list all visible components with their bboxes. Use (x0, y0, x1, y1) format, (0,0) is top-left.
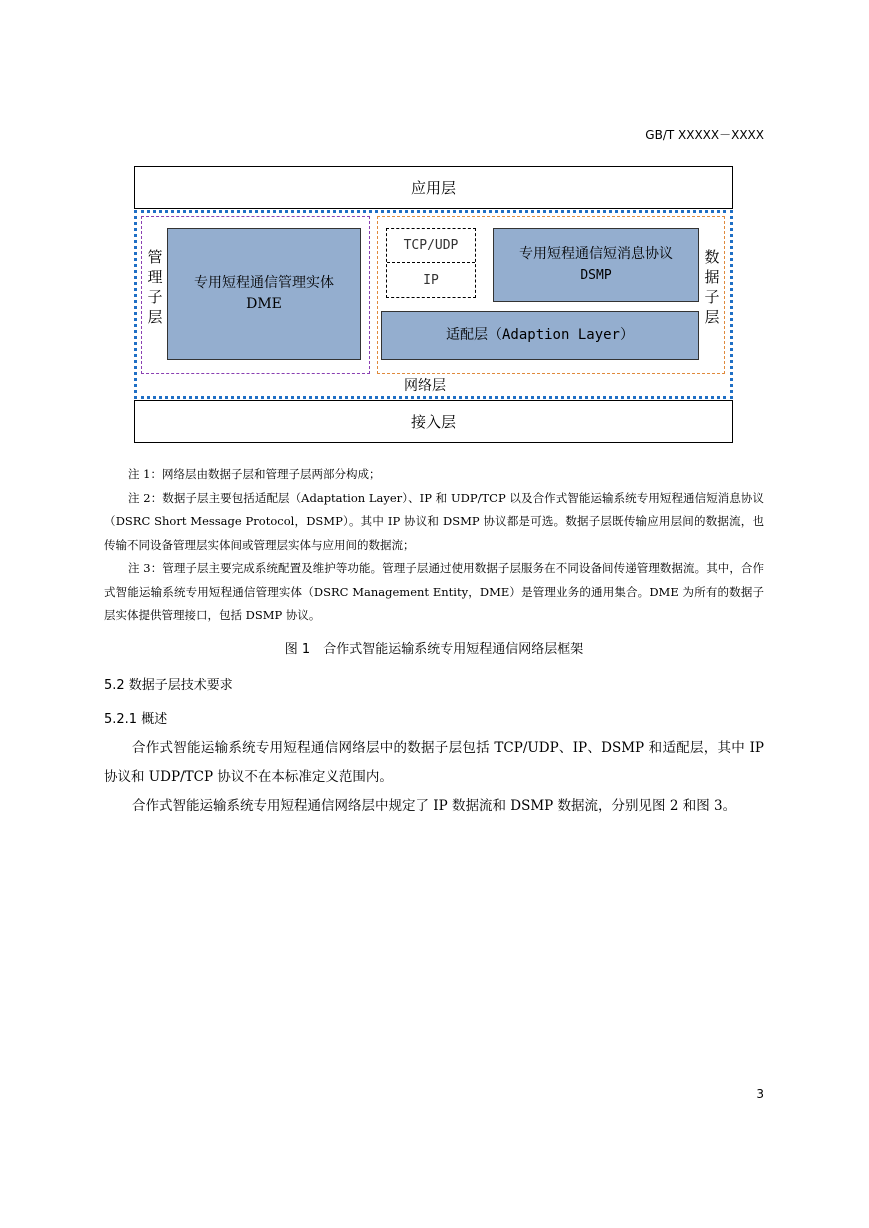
paragraph: 合作式智能运输系统专用短程通信网络层中的数据子层包括 TCP/UDP、IP、DSMP 和适配层，其中 IP 协议和 UDP/TCP 协议不在本标准定义范围内。 (104, 740, 764, 785)
network-layer-label: 网络层 (404, 378, 446, 394)
note-1: 注 1：网络层由数据子层和管理子层两部分构成； (128, 467, 381, 481)
note-3: 注 3：管理子层主要完成系统配置及维护等功能。管理子层通过使用数据子层服务在不同设备间传递管理数据流。其中，合作式智能运输系统专用短程通信管理实体（DSRC Management Entity，DME）是管理业务的通用集合。DME 为所有的数据子层实体提供管理接口，包括 DSMP 协议。 (104, 561, 764, 622)
data-sublayer-char: 层 (704, 308, 720, 326)
ip-label: IP (423, 272, 439, 288)
subsection-heading: 5.2.1 概述 (104, 712, 168, 727)
page-number: 3 (756, 1087, 764, 1101)
management-sublayer-char: 管 (147, 248, 163, 266)
figure-notes (104, 463, 764, 628)
management-sublayer-label (146, 247, 164, 327)
data-sublayer-label (703, 247, 721, 327)
data-sublayer-char: 数 (704, 248, 720, 266)
dme-entity-box (167, 228, 361, 360)
body-text (104, 734, 764, 821)
data-sublayer-char: 子 (704, 288, 720, 306)
adaptation-layer-box: 适配层（Adaption Layer） (381, 311, 699, 360)
note-2: 注 2：数据子层主要包括适配层（Adaptation Layer）、IP 和 UDP/TCP 以及合作式智能运输系统专用短程通信短消息协议（DSRC Short Message Protocol，DSMP）。其中 IP 协议和 DSMP 协议都是可选。数据子层既传输应用层间的数据流，也传输不同设备管理层实体间或管理层实体与应用间的数据流； (104, 490, 764, 552)
figure-caption: 图 1 合作式智能运输系统专用短程通信网络层框架 (284, 642, 584, 657)
management-sublayer-char: 层 (147, 308, 163, 326)
dme-entity-name: 专用短程通信管理实体 (194, 275, 334, 291)
dsmp-box (493, 228, 699, 302)
data-sublayer-char: 据 (704, 268, 720, 286)
access-layer-box: 接入层 (134, 400, 733, 443)
dsmp-name: 专用短程通信短消息协议 (519, 246, 673, 262)
paragraph: 合作式智能运输系统专用短程通信网络层中规定了 IP 数据流和 DSMP 数据流，分别见图 2 和图 3。 (132, 798, 737, 814)
tcp-udp-label: TCP/UDP (387, 229, 475, 263)
tcp-ip-box (386, 228, 476, 298)
management-sublayer-char: 子 (147, 288, 163, 306)
management-sublayer-char: 理 (147, 268, 163, 286)
dsmp-abbr: DSMP (580, 268, 612, 283)
section-heading: 5.2 数据子层技术要求 (104, 678, 233, 693)
document-number: GB/T XXXXX－XXXX (645, 128, 764, 142)
application-layer-box: 应用层 (134, 166, 733, 209)
dme-entity-abbr: DME (246, 296, 282, 312)
